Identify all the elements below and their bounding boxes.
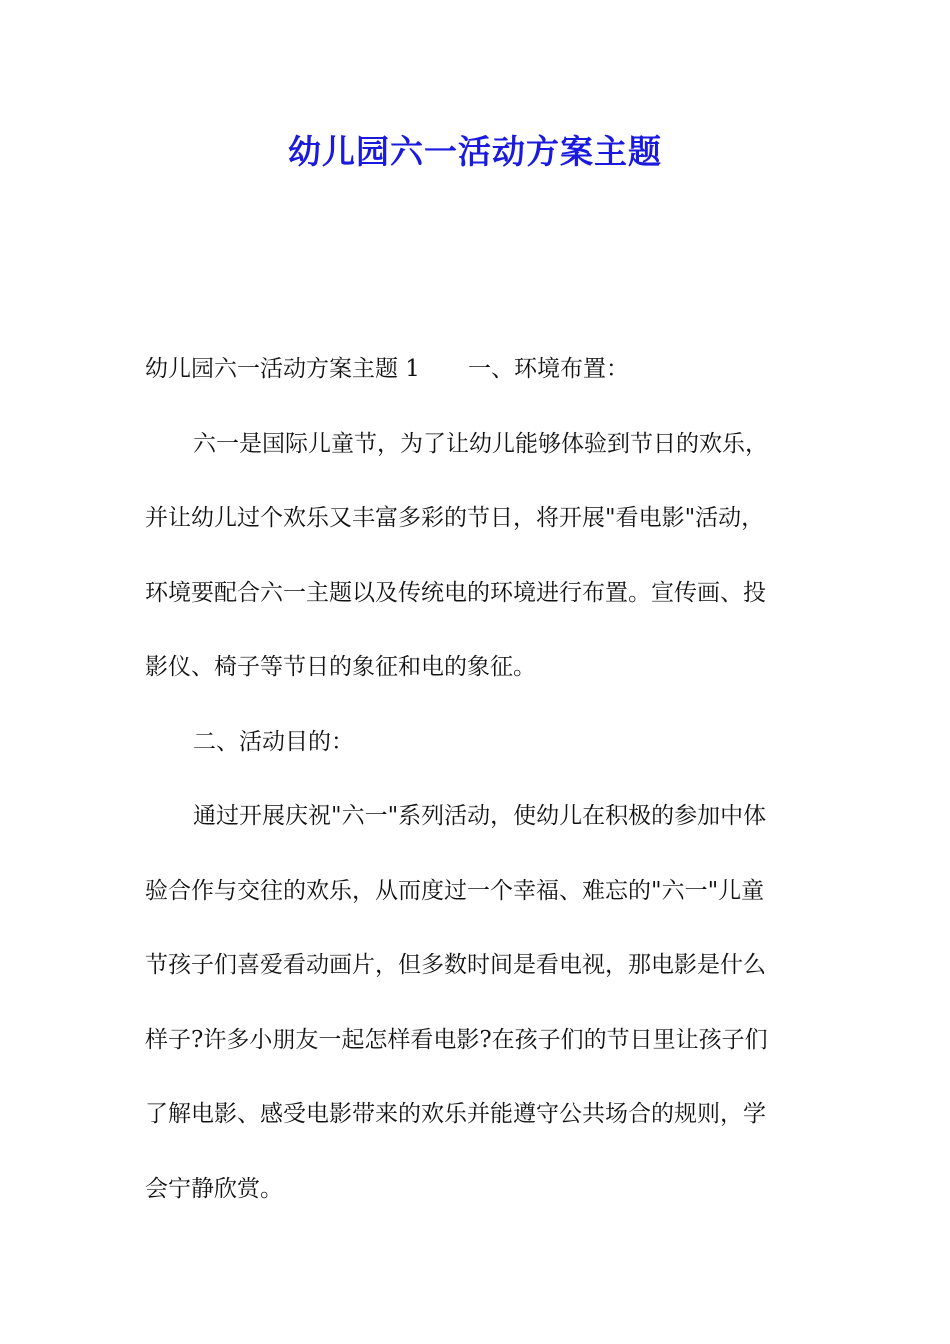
paragraph-line: 六一是国际儿童节，为了让幼儿能够体验到节日的欢乐， — [193, 430, 768, 457]
paragraph-line: 验合作与交往的欢乐，从而度过一个幸福、难忘的"六一"儿童 — [145, 877, 765, 904]
paragraph-line: 环境要配合六一主题以及传统电的环境进行布置。宣传画、投 — [145, 579, 766, 606]
document-body — [145, 332, 810, 1226]
page-title: 幼儿园六一活动方案主题 — [288, 132, 662, 171]
paragraph-line: 样子?许多小朋友一起怎样看电影?在孩子们的节日里让孩子们 — [145, 1026, 768, 1053]
section-heading-line — [145, 332, 810, 407]
paragraph-line: 通过开展庆祝"六一"系列活动，使幼儿在积极的参加中体 — [193, 803, 767, 829]
paragraph-line: 了解电影、感受电影带来的欢乐并能遵守公共场合的规则，学 — [145, 1101, 766, 1127]
section-subtitle: 幼儿园六一活动方案主题 1 — [145, 356, 420, 382]
section-heading-purpose: 二、活动目的： — [193, 728, 354, 755]
paragraph-line: 会宁静欣赏。 — [145, 1175, 283, 1202]
paragraph-line: 节孩子们喜爱看动画片，但多数时间是看电视，那电影是什么 — [145, 952, 766, 978]
section-heading-environment: 一、环境布置： — [467, 356, 629, 382]
paragraph-line: 并让幼儿过个欢乐又丰富多彩的节日，将开展"看电影"活动， — [145, 505, 765, 531]
paragraph-line: 影仪、椅子等节日的象征和电的象征。 — [145, 654, 536, 680]
